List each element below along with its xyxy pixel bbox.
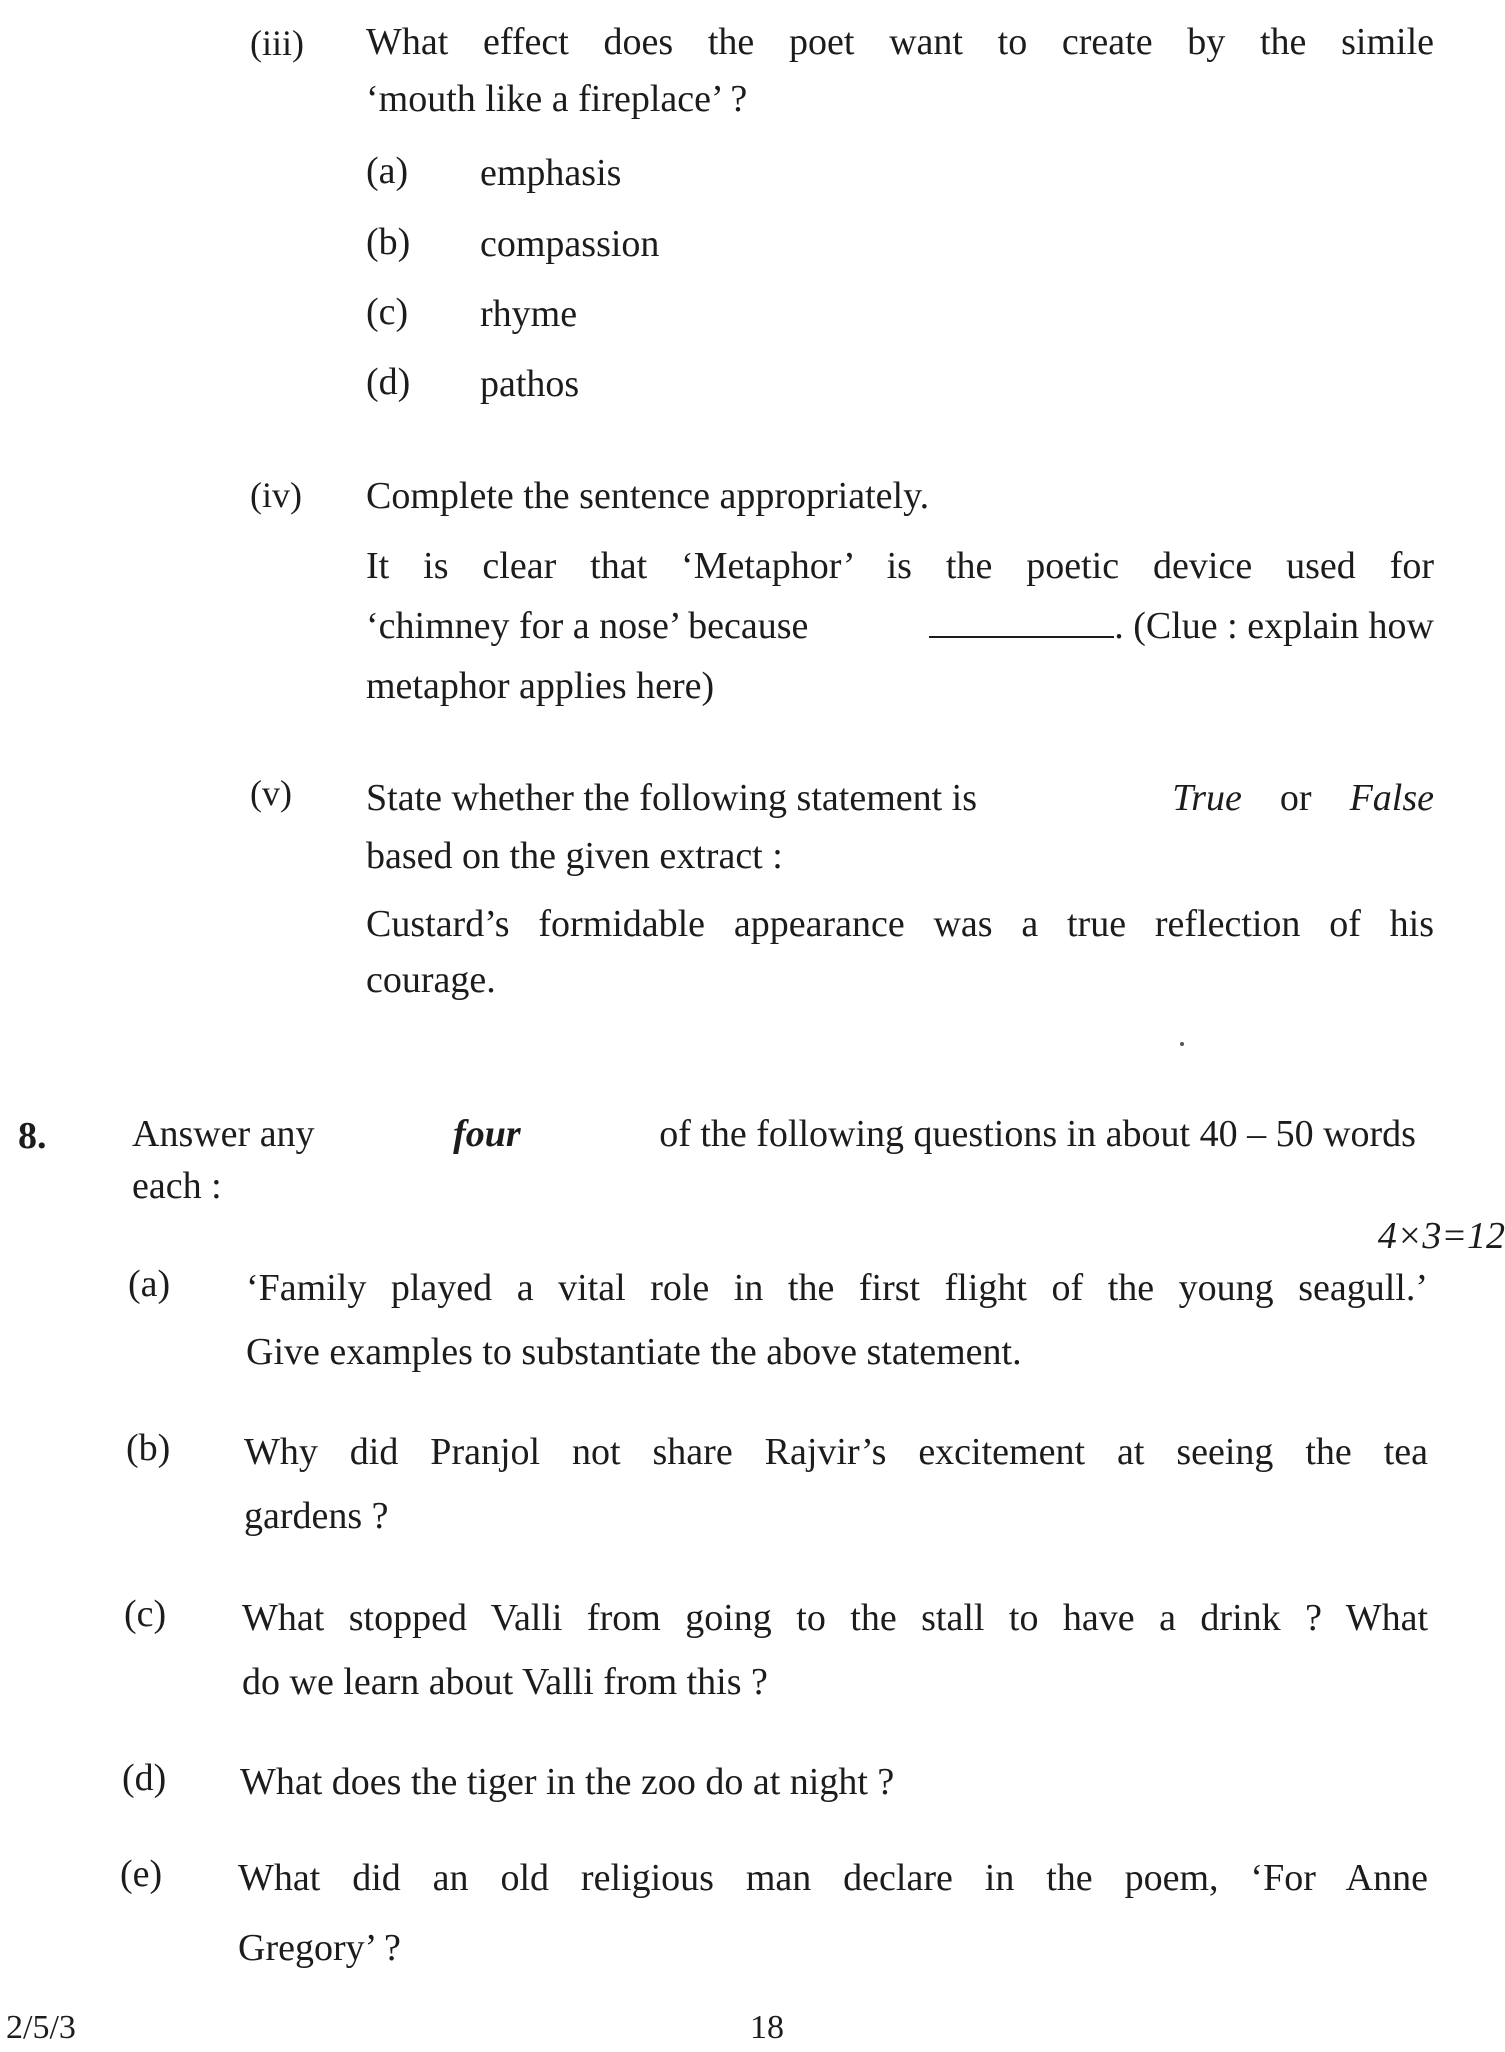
item-key-d: (d) (122, 1757, 167, 1799)
marks-allocation: 4×3=12 (1377, 1215, 1505, 1257)
subquestion-v-statement-line1: Custard’s formidable appearance was a true reflection of his (366, 903, 1434, 945)
instruction-four: four (453, 1113, 521, 1155)
subquestion-label-iii: (iii) (250, 23, 304, 63)
subquestion-label-iv: (iv) (250, 475, 302, 515)
word-false: False (1349, 777, 1434, 819)
subquestion-iv-line2-start: ‘chimney for a nose’ because (366, 605, 809, 647)
item-key-e: (e) (120, 1853, 163, 1895)
item-key-a: (a) (128, 1263, 171, 1305)
item-key-c: (c) (124, 1593, 167, 1635)
subquestion-iv-line2 (366, 600, 1434, 653)
item-c-line2: do we learn about Valli from this ? (242, 1661, 768, 1703)
item-b-line2: gardens ? (244, 1495, 389, 1537)
subquestion-iv-clue: . (Clue : explain how (1114, 605, 1434, 647)
instruction-any: Answer any (132, 1113, 315, 1155)
word-or: or (1279, 777, 1312, 819)
option-text-emphasis: emphasis (480, 152, 622, 194)
footer-paper-code: 2/5/3 (6, 2009, 76, 2046)
item-e-line1: What did an old religious man declare in the poem, ‘For Anne (238, 1857, 1428, 1899)
subquestion-iv-instruction: Complete the sentence appropriately. (366, 475, 930, 517)
subquestion-iv-line2-end (929, 600, 1434, 653)
item-a-line2: Give examples to substantiate the above statement. (246, 1331, 1022, 1373)
subquestion-v-line1-text: State whether the following statement is (366, 777, 978, 819)
item-b-line1: Why did Pranjol not share Rajvir’s excitement at seeing the tea (244, 1431, 1428, 1473)
subquestion-iii-text-line2: ‘mouth like a fireplace’ ? (366, 78, 748, 120)
option-key-a: (a) (366, 150, 409, 192)
item-d-line1: What does the tiger in the zoo do at night ? (240, 1761, 895, 1803)
true-or-false (1172, 772, 1434, 825)
subquestion-label-v: (v) (250, 773, 292, 813)
item-key-b: (b) (126, 1427, 171, 1469)
subquestion-iv-line3: metaphor applies here) (366, 665, 715, 707)
stray-dot (1180, 1042, 1184, 1046)
word-true: True (1172, 777, 1242, 819)
subquestion-v-line1 (366, 772, 1434, 825)
item-e-line2: Gregory’ ? (238, 1927, 401, 1969)
item-c-line1: What stopped Valli from going to the stall to have a drink ? What (242, 1597, 1428, 1639)
subquestion-v-statement-line2: courage. (366, 959, 496, 1001)
question-number-8: 8. (18, 1115, 47, 1157)
footer-page-number: 18 (750, 2009, 784, 2046)
subquestion-iii-text-line1: What effect does the poet want to create by the simile (366, 21, 1434, 63)
question-8-instruction-line1 (132, 1108, 1416, 1161)
subquestion-iv-line1: It is clear that ‘Metaphor’ is the poetic device used for (366, 545, 1434, 587)
option-text-pathos: pathos (480, 363, 580, 405)
option-key-b: (b) (366, 221, 411, 263)
answer-blank (929, 608, 1114, 638)
question-8-instruction-line2: each : (132, 1165, 222, 1207)
instruction-rest: of the following questions in about 40 – 50 words (659, 1113, 1416, 1155)
option-text-compassion: compassion (480, 223, 660, 265)
subquestion-v-line2: based on the given extract : (366, 835, 783, 877)
option-text-rhyme: rhyme (480, 293, 578, 335)
item-a-line1: ‘Family played a vital role in the first flight of the young seagull.’ (246, 1267, 1428, 1309)
option-key-d: (d) (366, 361, 411, 403)
option-key-c: (c) (366, 291, 409, 333)
